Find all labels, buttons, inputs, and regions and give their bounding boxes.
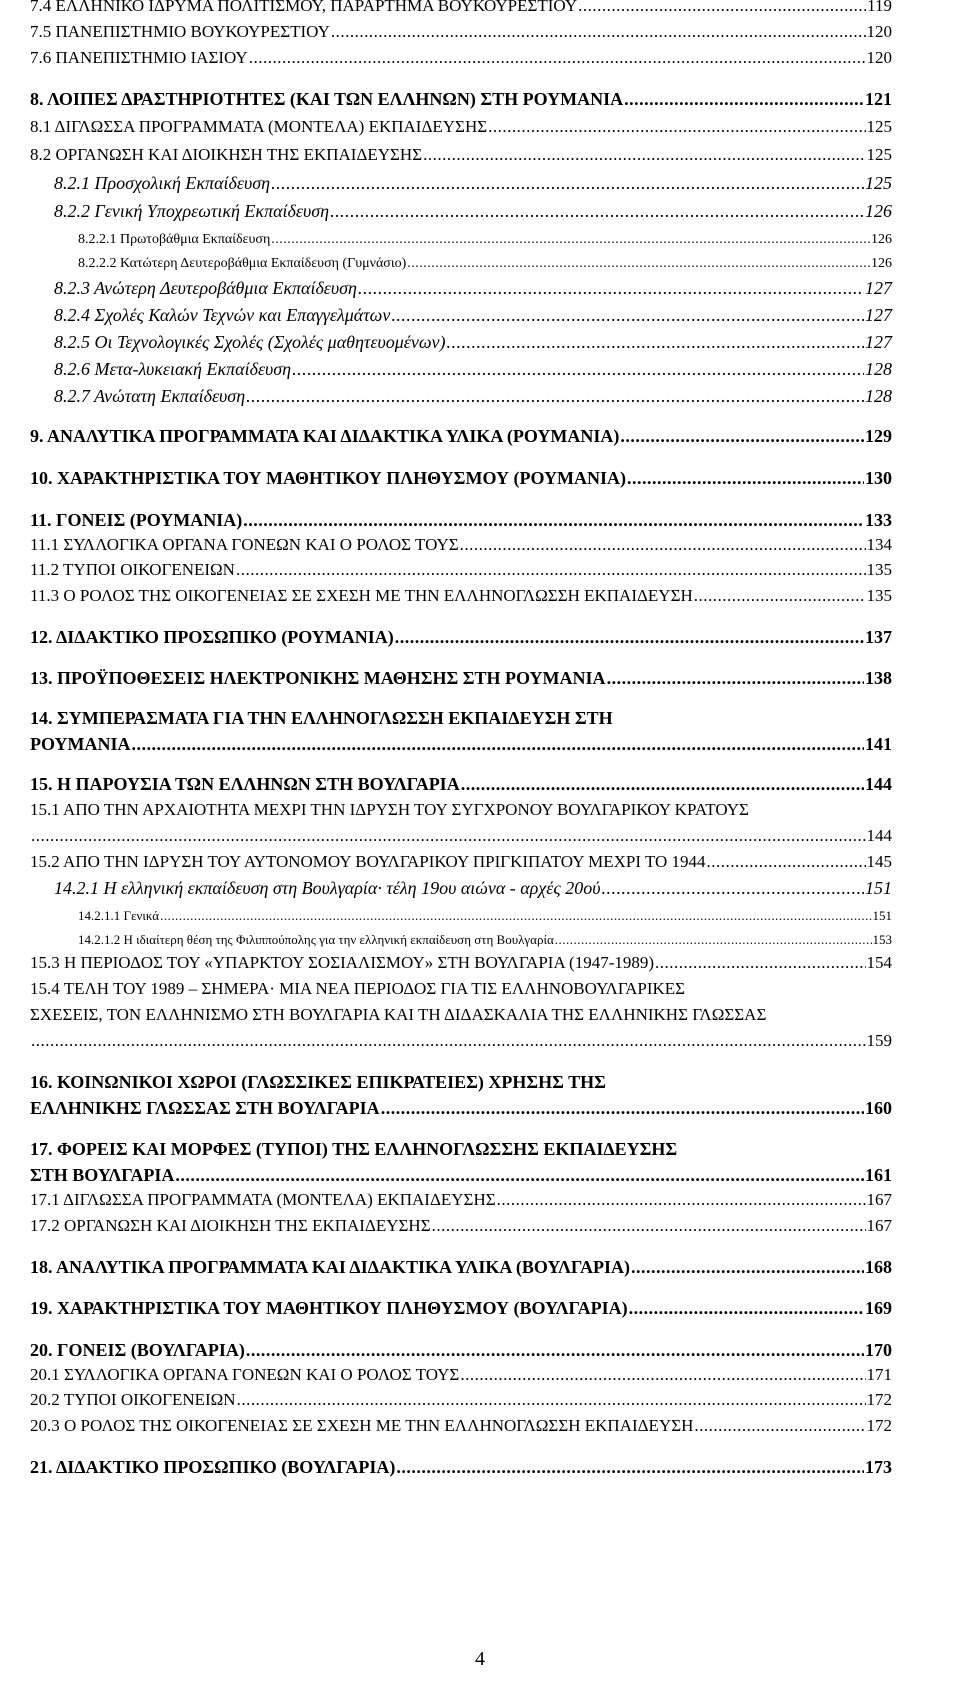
- toc-entry[interactable]: 15.2 ΑΠΟ ΤΗΝ ΙΔΡΥΣΗ ΤΟΥ ΑΥΤΟΝΟΜΟΥ ΒΟΥΛΓΑΡΙΚΟΥ ΠΡΙΓΚΙΠΑΤΟΥ ΜΕΧΡΙ ΤΟ 1944 ..... 145: [30, 852, 892, 872]
- toc-entry[interactable]: 11.3 Ο ΡΟΛΟΣ ΤΗΣ ΟΙΚΟΓΕΝΕΙΑΣ ΣΕ ΣΧΕΣΗ ΜΕ ΤΗΝ ΕΛΛΗΝΟΓΛΩΣΣΗ ΕΚΠΑΙΔΕΥΣΗ ..... 135: [30, 586, 892, 606]
- toc-entry[interactable]: 8.2 ΟΡΓΑΝΩΣΗ ΚΑΙ ΔΙΟΙΚΗΣΗ ΤΗΣ ΕΚΠΑΙΔΕΥΣΗΣ ..... 125: [30, 145, 892, 165]
- toc-entry[interactable]: 8.2.4 Σχολές Καλών Τεχνών και Επαγγελμάτων ..... 127: [54, 305, 892, 326]
- toc-entry[interactable]: 8. ΛΟΙΠΕΣ ΔΡΑΣΤΗΡΙΟΤΗΤΕΣ (ΚΑΙ ΤΩΝ ΕΛΛΗΝΩΝ) ΣΤΗ ΡΟΥΜΑΝΙΑ ..... 121: [30, 89, 892, 110]
- toc-entry[interactable]: 19. ΧΑΡΑΚΤΗΡΙΣΤΙΚΑ ΤΟΥ ΜΑΘΗΤΙΚΟΥ ΠΛΗΘΥΣΜΟΥ (ΒΟΥΛΓΑΡΙΑ) ..... 169: [30, 1298, 892, 1319]
- toc-entry-line1[interactable]: 16. ΚΟΙΝΩΝΙΚΟΙ ΧΩΡΟΙ (ΓΛΩΣΣΙΚΕΣ ΕΠΙΚΡΑΤΕΙΕΣ) ΧΡΗΣΗΣ ΤΗΣ: [30, 1072, 606, 1092]
- toc-entry-line1[interactable]: 15.1 ΑΠΟ ΤΗΝ ΑΡΧΑΙΟΤΗΤΑ ΜΕΧΡΙ ΤΗΝ ΙΔΡΥΣΗ ΤΟΥ ΣΥΓΧΡΟΝΟΥ ΒΟΥΛΓΑΡΙΚΟΥ ΚΡΑΤΟΥΣ: [30, 800, 749, 819]
- toc-entry-line1[interactable]: 14. ΣΥΜΠΕΡΑΣΜΑΤΑ ΓΙΑ ΤΗΝ ΕΛΛΗΝΟΓΛΩΣΣΗ ΕΚΠΑΙΔΕΥΣΗ ΣΤΗ: [30, 708, 613, 728]
- toc-entry[interactable]: 14.2.1.2 Η ιδιαίτερη θέση της Φιλιππούπολης για την ελληνική εκπαίδευση στη Βουλγαρία ..... 153: [78, 932, 892, 948]
- toc-entry[interactable]: 8.2.6 Μετα-λυκειακή Εκπαίδευση ..... 128: [54, 359, 892, 380]
- toc-entry[interactable]: 7.5 ΠΑΝΕΠΙΣΤΗΜΙΟ ΒΟΥΚΟΥΡΕΣΤΙΟΥ ..... 120: [30, 22, 892, 42]
- page-number: 4: [475, 1648, 485, 1670]
- toc-entry[interactable]: ΡΟΥΜΑΝΙΑ ..... 141: [30, 734, 892, 755]
- toc-entry[interactable]: ΣΤΗ ΒΟΥΛΓΑΡΙΑ ..... 161: [30, 1165, 892, 1186]
- toc-entry[interactable]: 8.2.5 Οι Τεχνολογικές Σχολές (Σχολές μαθητευομένων) ..... 127: [54, 332, 892, 353]
- toc-entry[interactable]: 8.1 ΔΙΓΛΩΣΣΑ ΠΡΟΓΡΑΜΜΑΤΑ (ΜΟΝΤΕΛΑ) ΕΚΠΑΙΔΕΥΣΗΣ ..... 125: [30, 117, 892, 137]
- toc-entry[interactable]: 20.1 ΣΥΛΛΟΓΙΚΑ ΟΡΓΑΝΑ ΓΟΝΕΩΝ ΚΑΙ Ο ΡΟΛΟΣ ΤΟΥΣ ..... 171: [30, 1365, 892, 1385]
- toc-entry[interactable]: 8.2.3 Ανώτερη Δευτεροβάθμια Εκπαίδευση ..... 127: [54, 278, 892, 299]
- toc-entry[interactable]: 7.6 ΠΑΝΕΠΙΣΤΗΜΙΟ ΙΑΣΙΟΥ ..... 120: [30, 48, 892, 68]
- toc-entry-line1[interactable]: 15.4 ΤΕΛΗ ΤΟΥ 1989 – ΣΗΜΕΡΑ· ΜΙΑ ΝΕΑ ΠΕΡΙΟΔΟΣ ΓΙΑ ΤΙΣ ΕΛΛΗΝΟΒΟΥΛΓΑΡΙΚΕΣ: [30, 979, 686, 998]
- toc-entry[interactable]: 8.2.2.1 Πρωτοβάθμια Εκπαίδευση ..... 126: [78, 232, 892, 248]
- toc-entry[interactable]: 7.4 ΕΛΛΗΝΙΚΟ ΙΔΡΥΜΑ ΠΟΛΙΤΙΣΜΟΥ, ΠΑΡΑΡΤΗΜΑ ΒΟΥΚΟΥΡΕΣΤΙΟΥ ..... 119: [30, 0, 892, 16]
- toc-entry[interactable]: 8.2.2 Γενική Υποχρεωτική Εκπαίδευση ..... 126: [54, 201, 892, 222]
- toc-entry[interactable]: 20. ΓΟΝΕΙΣ (ΒΟΥΛΓΑΡΙΑ) ..... 170: [30, 1340, 892, 1361]
- toc-entry[interactable]: 11.1 ΣΥΛΛΟΓΙΚΑ ΟΡΓΑΝΑ ΓΟΝΕΩΝ ΚΑΙ Ο ΡΟΛΟΣ ΤΟΥΣ ..... 134: [30, 535, 892, 555]
- toc-entry[interactable]: 8.2.1 Προσχολική Εκπαίδευση ..... 125: [54, 173, 892, 194]
- toc-entry[interactable]: ΕΛΛΗΝΙΚΗΣ ΓΛΩΣΣΑΣ ΣΤΗ ΒΟΥΛΓΑΡΙΑ ..... 160: [30, 1098, 892, 1119]
- toc-entry[interactable]: 17.1 ΔΙΓΛΩΣΣΑ ΠΡΟΓΡΑΜΜΑΤΑ (ΜΟΝΤΕΛΑ) ΕΚΠΑΙΔΕΥΣΗΣ ..... 167: [30, 1190, 892, 1210]
- toc-entry[interactable]: 14.2.1 Η ελληνική εκπαίδευση στη Βουλγαρία· τέλη 19ου αιώνα - αρχές 20ού ..... 151: [54, 878, 892, 899]
- toc-entry[interactable]: 11.2 ΤΥΠΟΙ ΟΙΚΟΓΕΝΕΙΩΝ ..... 135: [30, 560, 892, 580]
- toc-entry[interactable]: 12. ΔΙΔΑΚΤΙΚΟ ΠΡΟΣΩΠΙΚΟ (ΡΟΥΜΑΝΙΑ) ..... 137: [30, 627, 892, 648]
- toc-entry[interactable]: 18. ΑΝΑΛΥΤΙΚΑ ΠΡΟΓΡΑΜΜΑΤΑ ΚΑΙ ΔΙΔΑΚΤΙΚΑ ΥΛΙΚΑ (ΒΟΥΛΓΑΡΙΑ) ..... 168: [30, 1257, 892, 1278]
- toc-entry[interactable]: ..... 159: [30, 1031, 892, 1051]
- toc-entry[interactable]: 8.2.2.2 Κατώτερη Δευτεροβάθμια Εκπαίδευση (Γυμνάσιο) ..... 126: [78, 256, 892, 272]
- toc-entry[interactable]: 9. ΑΝΑΛΥΤΙΚΑ ΠΡΟΓΡΑΜΜΑΤΑ ΚΑΙ ΔΙΔΑΚΤΙΚΑ ΥΛΙΚΑ (ΡΟΥΜΑΝΙΑ) ..... 129: [30, 426, 892, 447]
- toc-entry-line2[interactable]: ΣΧΕΣΕΙΣ, ΤΟΝ ΕΛΛΗΝΙΣΜΟ ΣΤΗ ΒΟΥΛΓΑΡΙΑ ΚΑΙ ΤΗ ΔΙΔΑΣΚΑΛΙΑ ΤΗΣ ΕΛΛΗΝΙΚΗΣ ΓΛΩΣΣΑΣ: [30, 1005, 767, 1024]
- toc-entry[interactable]: 14.2.1.1 Γενικά ..... 151: [78, 908, 892, 924]
- toc-entry[interactable]: 17.2 ΟΡΓΑΝΩΣΗ ΚΑΙ ΔΙΟΙΚΗΣΗ ΤΗΣ ΕΚΠΑΙΔΕΥΣΗΣ ..... 167: [30, 1216, 892, 1236]
- toc-entry-line1[interactable]: 17. ΦΟΡΕΙΣ ΚΑΙ ΜΟΡΦΕΣ (ΤΥΠΟΙ) ΤΗΣ ΕΛΛΗΝΟΓΛΩΣΣΗΣ ΕΚΠΑΙΔΕΥΣΗΣ: [30, 1139, 678, 1159]
- toc-entry[interactable]: 15. Η ΠΑΡΟΥΣΙΑ ΤΩΝ ΕΛΛΗΝΩΝ ΣΤΗ ΒΟΥΛΓΑΡΙΑ ..... 144: [30, 774, 892, 795]
- toc-entry[interactable]: 13. ΠΡΟΫΠΟΘΕΣΕΙΣ ΗΛΕΚΤΡΟΝΙΚΗΣ ΜΑΘΗΣΗΣ ΣΤΗ ΡΟΥΜΑΝΙΑ ..... 138: [30, 668, 892, 689]
- toc-entry[interactable]: 15.3 Η ΠΕΡΙΟΔΟΣ ΤΟΥ «ΥΠΑΡΚΤΟΥ ΣΟΣΙΑΛΙΣΜΟΥ» ΣΤΗ ΒΟΥΛΓΑΡΙΑ (1947-1989) ..... 154: [30, 953, 892, 973]
- toc-entry[interactable]: 11. ΓΟΝΕΙΣ (ΡΟΥΜΑΝΙΑ) ..... 133: [30, 510, 892, 531]
- toc-entry[interactable]: ..... 144: [30, 826, 892, 846]
- toc-entry[interactable]: 20.2 ΤΥΠΟΙ ΟΙΚΟΓΕΝΕΙΩΝ ..... 172: [30, 1390, 892, 1410]
- toc-entry[interactable]: 10. ΧΑΡΑΚΤΗΡΙΣΤΙΚΑ ΤΟΥ ΜΑΘΗΤΙΚΟΥ ΠΛΗΘΥΣΜΟΥ (ΡΟΥΜΑΝΙΑ) ..... 130: [30, 468, 892, 489]
- toc-entry[interactable]: 8.2.7 Ανώτατη Εκπαίδευση ..... 128: [54, 386, 892, 407]
- toc-entry[interactable]: 20.3 Ο ΡΟΛΟΣ ΤΗΣ ΟΙΚΟΓΕΝΕΙΑΣ ΣΕ ΣΧΕΣΗ ΜΕ ΤΗΝ ΕΛΛΗΝΟΓΛΩΣΣΗ ΕΚΠΑΙΔΕΥΣΗ ..... 172: [30, 1416, 892, 1436]
- toc-entry[interactable]: 21. ΔΙΔΑΚΤΙΚΟ ΠΡΟΣΩΠΙΚΟ (ΒΟΥΛΓΑΡΙΑ) ..... 173: [30, 1457, 892, 1478]
